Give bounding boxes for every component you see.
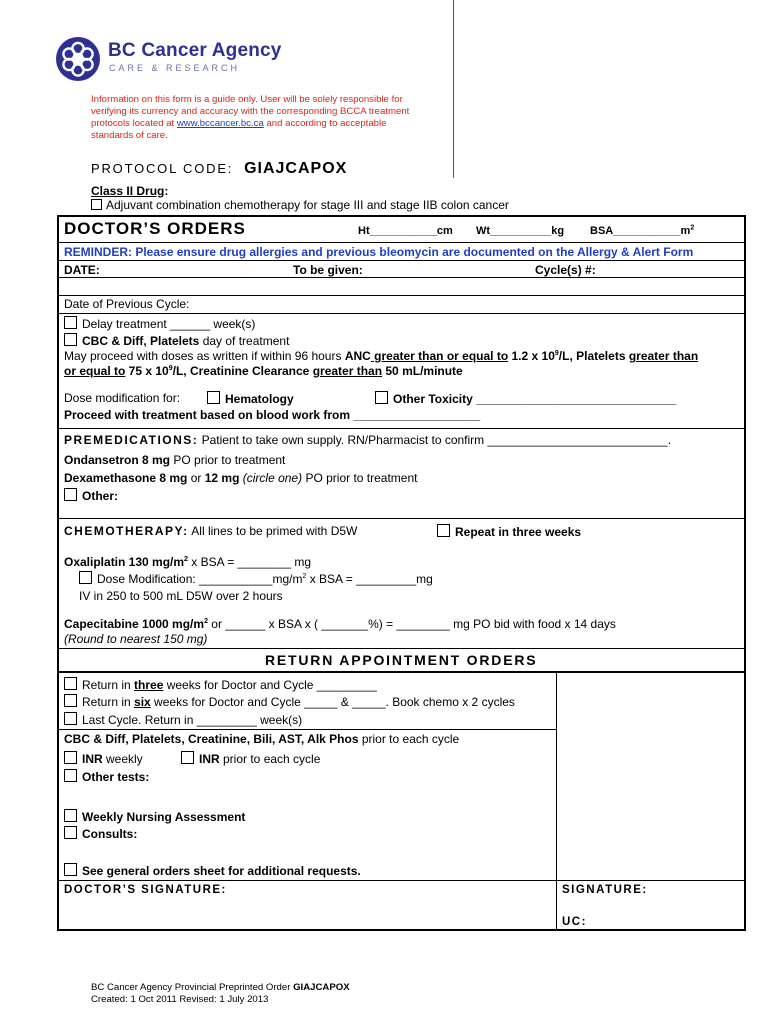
protocol-code: PROTOCOL CODE: GIAJCAPOX [91, 160, 348, 177]
weight-field[interactable]: Wt__________kg [476, 225, 565, 237]
divider [57, 880, 746, 881]
other-tests-row: Other tests: [64, 769, 149, 784]
repeat-three-weeks: Repeat in three weeks [437, 524, 581, 539]
protocol-code-value: GIAJCAPOX [244, 160, 348, 177]
inr-weekly-checkbox[interactable] [64, 751, 77, 764]
header-divider-line [453, 0, 454, 178]
divider [57, 428, 746, 429]
footer-line-2: Created: 1 Oct 2011 Revised: 1 July 2013 [91, 994, 269, 1005]
bsa-field[interactable]: $BSA\_\_\_\_\_\_\_\_\_\_\_m^2$ [590, 224, 695, 237]
general-orders-row: See general orders sheet for additional requests. [64, 863, 361, 878]
nursing-checkbox[interactable] [64, 809, 77, 822]
doctors-orders-title: DOCTOR’S ORDERS [64, 219, 246, 238]
date-label: DATE: [64, 263, 100, 277]
inr-weekly-row: INR weekly [64, 751, 143, 766]
premed-other-checkbox[interactable] [64, 488, 77, 501]
class-ii-label: Class II Drug: [91, 184, 169, 198]
divider [57, 729, 556, 730]
consults-checkbox[interactable] [64, 826, 77, 839]
bc-cancer-logo-icon [55, 36, 101, 82]
last-cycle-checkbox[interactable] [64, 712, 77, 725]
date-previous-cycle: Date of Previous Cycle: [64, 297, 190, 311]
other-toxicity-option: Other Toxicity ______________________________ [375, 391, 676, 406]
footer-line-1: BC Cancer Agency Provincial Preprinted Order GIAJCAPOX [91, 982, 350, 993]
nursing-assessment-row: Weekly Nursing Assessment [64, 809, 245, 824]
other-toxicity-checkbox[interactable] [375, 391, 388, 404]
hematology-checkbox[interactable] [207, 391, 220, 404]
cbc-checkbox[interactable] [64, 333, 77, 346]
uc-label: UC: [562, 916, 587, 928]
hematology-option: Hematology [207, 391, 294, 406]
adjuvant-line: Adjuvant combination chemotherapy for stage III and stage IIB colon cancer [91, 198, 509, 212]
adjuvant-checkbox[interactable] [91, 199, 102, 210]
proceed-line-2: or equal to 75 x $10^9/L$, Creatinine Clearance greater than 50 mL/minute [64, 364, 463, 378]
iv-instructions: IV in 250 to 500 mL D5W over 2 hours [79, 589, 283, 603]
return-appointment-title: RETURN APPOINTMENT ORDERS [265, 652, 538, 668]
reminder-text: REMINDER: Please ensure drug allergies and previous bleomycin are documented on the Allergy & Alert Form [64, 245, 694, 259]
divider [57, 671, 746, 673]
delay-checkbox[interactable] [64, 316, 77, 329]
inr-cycle-row: INR prior to each cycle [181, 751, 320, 766]
general-orders-checkbox[interactable] [64, 863, 77, 876]
org-subtitle: CARE & RESEARCH [109, 63, 241, 73]
signature-label: SIGNATURE: [562, 884, 648, 896]
premedications-row: PREMEDICATIONS: Patient to take own supply. RN/Pharmacist to confirm ___________________________. [64, 433, 672, 447]
ondansetron-row: Ondansetron 8 mg PO prior to treatment [64, 453, 286, 467]
capecitabine-row: Capecitabine 1000 $mg/m^2$ or ______ x BSA x ( _______%) = ________ mg PO bid with food x 14 days [64, 617, 616, 631]
divider [57, 648, 746, 649]
return-three-weeks-row: Return in three weeks for Doctor and Cycle _________ [64, 677, 377, 692]
divider [57, 295, 746, 296]
round-note: (Round to nearest 150 mg) [64, 632, 208, 646]
dose-modification-label: Dose modification for: [64, 391, 181, 405]
proceed-blood-work: Proceed with treatment based on blood work from ___________________ [64, 408, 481, 422]
dose-modification-checkbox[interactable] [79, 571, 92, 584]
divider [57, 260, 746, 261]
disclaimer: Information on this form is a guide only. User will be solely responsible for verifying its currency and accuracy with the corresponding BCCA treatment protocols located at www.bccancer.bc.ca and according to acceptable standards of care. [91, 94, 410, 141]
to-be-given-label: To be given: [293, 263, 363, 277]
premed-other-row: Other: [64, 488, 118, 503]
column-divider [556, 672, 557, 930]
return-six-weeks-row: Return in six weeks for Doctor and Cycle _____ & _____. Book chemo x 2 cycles [64, 694, 515, 709]
divider [57, 313, 746, 314]
dose-modification-row: Dose Modification: $\_\_\_\_\_\_\_\_\_\_\_mg/m^2$ x BSA = _________mg [79, 571, 433, 586]
return-three-checkbox[interactable] [64, 677, 77, 690]
doctors-signature-label: DOCTOR’S SIGNATURE: [64, 884, 227, 896]
last-cycle-row: Last Cycle. Return in _________ week(s) [64, 712, 302, 727]
org-name: BC Cancer Agency [108, 40, 282, 61]
delay-treatment-row: Delay treatment ______ week(s) [64, 316, 255, 331]
bccancer-link[interactable]: www.bccancer.bc.ca [176, 118, 264, 129]
other-tests-checkbox[interactable] [64, 769, 77, 782]
proceed-line-1: May proceed with doses as written if within 96 hours ANC greater than or equal to 1.2 x $10^9/L$, Platelets greater than [64, 349, 699, 363]
cbc-row: CBC & Diff, Platelets day of treatment [64, 333, 289, 348]
height-field[interactable]: Ht___________cm [358, 225, 453, 237]
divider [57, 518, 746, 519]
footer [91, 982, 350, 1006]
return-six-checkbox[interactable] [64, 694, 77, 707]
consults-row: Consults: [64, 826, 137, 841]
repeat-checkbox[interactable] [437, 524, 450, 537]
inr-cycle-checkbox[interactable] [181, 751, 194, 764]
oxaliplatin-row: Oxaliplatin 130 $mg/m^2$ x BSA = ________ mg [64, 555, 312, 569]
dexamethasone-row: Dexamethasone 8 mg or 12 mg (circle one) PO prior to treatment [64, 471, 418, 485]
divider [57, 242, 746, 243]
divider [57, 277, 746, 278]
chemotherapy-row: CHEMOTHERAPY: All lines to be primed with D5W [64, 524, 358, 538]
labs-row: CBC & Diff, Platelets, Creatinine, Bili, AST, Alk Phos prior to each cycle [64, 732, 460, 746]
cycles-label: Cycle(s) #: [535, 263, 596, 277]
